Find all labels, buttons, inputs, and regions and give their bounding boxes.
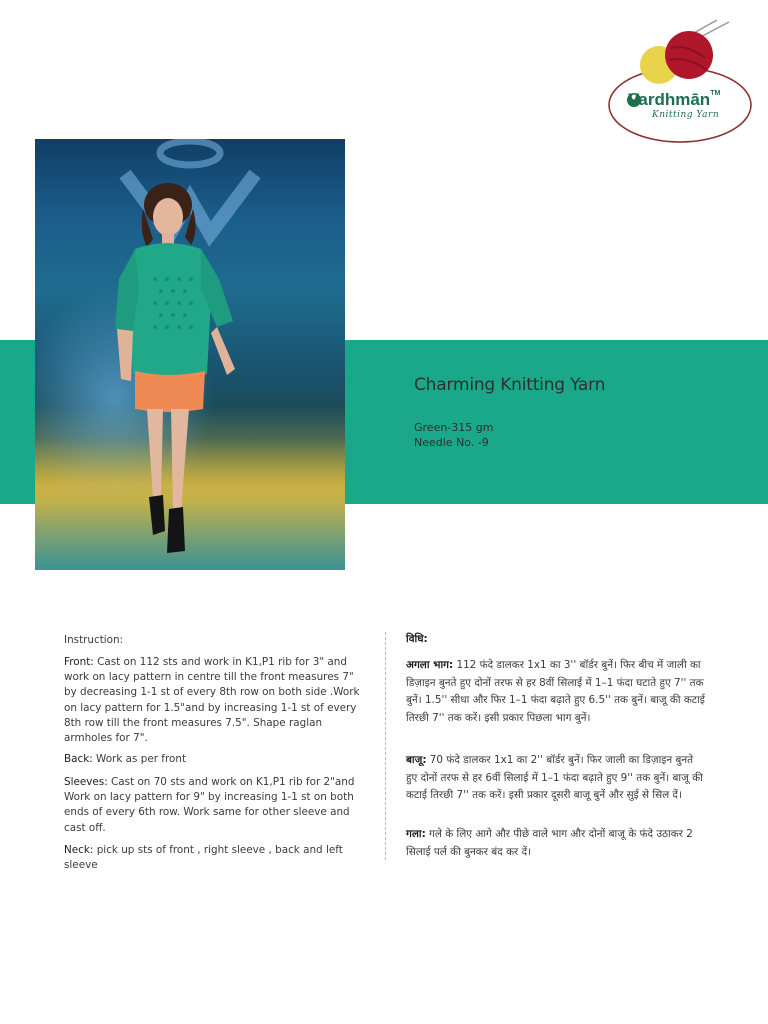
- needle-number: Needle No. -9: [414, 436, 489, 449]
- sleeves-text: Cast on 70 sts and work on K1,P1 rib for 2"and Work on lacy pattern for 9" by increasing 1-1 st on both ends of every 6th row. Work same for other sleeve and cast off.: [64, 776, 355, 834]
- hindi-heading-text: विधि:: [406, 633, 428, 645]
- instruction-heading: Instruction:: [64, 634, 124, 646]
- column-divider: [385, 632, 386, 860]
- hindi-front-text: 112 फंदे डालकर 1x1 का 3'' बॉर्डर बुनें। फिर बीच में जाली का डिज़ाइन बुनते हुए दोनों तरफ से हर 8वीं सिलाई में 1–1 फंदा घटाते हुए 7'' तक बुनें। 1.5'' सीधा और फिर 1–1 फंदा बढ़ाते हुए 6.5'' तक बुनें। बाजू की कटाई तिरछी 7'' तक करें। इसी प्रकार पिछला भाग बुनें।: [406, 659, 705, 724]
- runway-model-photo: [35, 139, 345, 570]
- hindi-neck-instructions: [406, 826, 706, 861]
- hindi-neck-label: गला:: [406, 828, 426, 840]
- back-text: Work as per front: [92, 753, 187, 765]
- front-instructions: [64, 655, 364, 746]
- brand-subtitle: Knitting Yarn: [652, 110, 720, 120]
- front-label: Front:: [64, 656, 94, 668]
- neck-instructions: [64, 843, 364, 873]
- neck-text: pick up sts of front , right sleeve , back and left sleeve: [64, 844, 343, 872]
- hindi-sleeves-label: बाजू:: [406, 754, 427, 766]
- hindi-neck-text: गले के लिए आगे और पीछे वाले भाग और दोनों बाजू के फंदे उठाकर 2 सिलाई पर्ल की बुनकर बंद कर दें।: [406, 828, 693, 858]
- brand-name: Vardhmān™: [628, 90, 721, 109]
- back-instructions: [64, 752, 364, 767]
- sleeves-label: Sleeves:: [64, 776, 108, 788]
- neck-label: Neck:: [64, 844, 94, 856]
- hindi-sleeves-text: 70 फंदे डालकर 1x1 का 2'' बॉर्डर बुनें। फिर जाली का डिज़ाइन बुनते हुए दोनों तरफ से हर 6वीं सिलाई में 1–1 फंदा बढ़ाते हुए 9'' तक बुनें। बाजू की कटाई तिरछी 7'' तक करें। इसी प्रकार दूसरी बाजू बुनें और सुई से सिल दें।: [406, 754, 703, 801]
- vardhman-logo: [607, 18, 754, 144]
- back-label: Back:: [64, 753, 93, 765]
- hindi-front-label: अगला भाग:: [406, 659, 454, 671]
- front-text: Cast on 112 sts and work in K1,P1 rib for 3" and work on lacy pattern in centre till the front measures 7" by decreasing 1-1 st of every 8th row on both side .Work on lacy pattern for 1.5"and by increasing 1-1 st of every 8th row till the front measures 7.5". Shape raglan armholes for 7".: [64, 656, 360, 745]
- hindi-front-instructions: [406, 657, 706, 727]
- yarn-weight: Green-315 gm: [414, 421, 494, 434]
- hindi-sleeves-instructions: [406, 752, 706, 805]
- hindi-heading: [406, 631, 706, 649]
- page-title: Charming Knitting Yarn: [414, 375, 606, 395]
- sleeves-instructions: [64, 775, 364, 836]
- model-figure: [35, 139, 345, 570]
